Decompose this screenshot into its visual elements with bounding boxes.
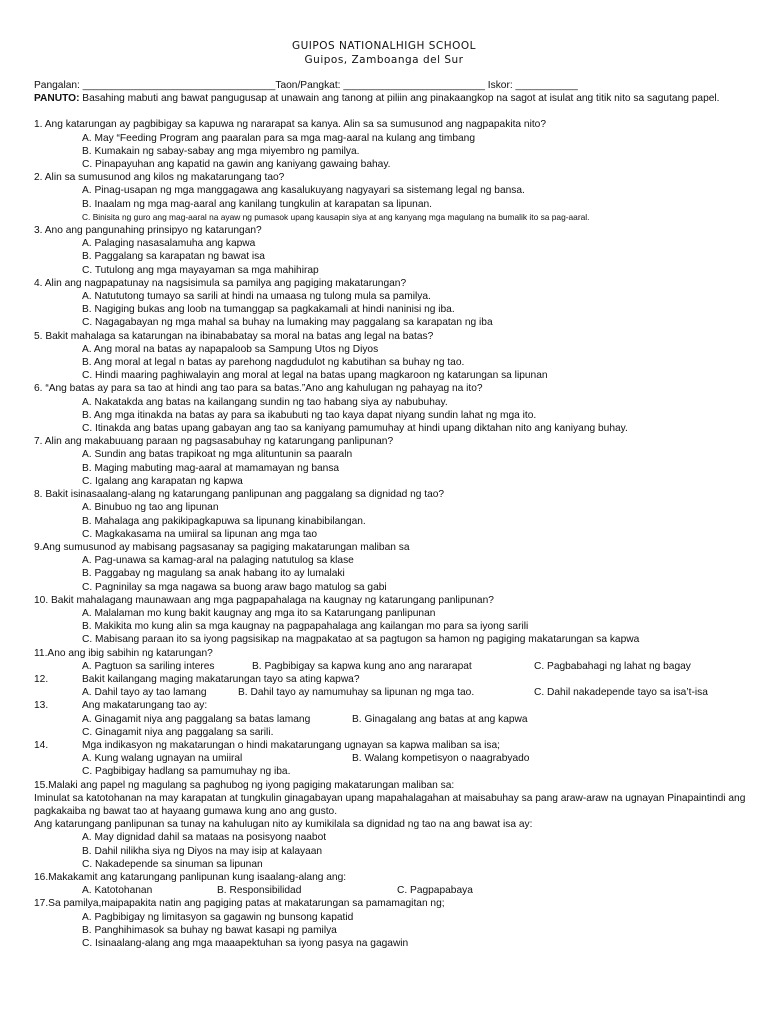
question-15-prompt: Ang katarungang panlipunan sa tunay na kahulugan nito ay kumikilala sa dignidad ng tao na ang bawat isa ay:	[34, 819, 533, 831]
option: A. Palaging nasasalamuha ang kapwa	[82, 238, 256, 250]
option: A. Binubuo ng tao ang lipunan	[82, 502, 219, 514]
question-11: 11.Ano ang ibig sabihin ng katarungan?	[34, 647, 213, 659]
option: B. Paggabay ng magulang sa anak habang ito ay lumalaki	[82, 568, 345, 580]
directions	[34, 92, 754, 105]
question-text: Bakit kailangang maging makatarungan tayo sa ating kapwa?	[82, 673, 360, 685]
option: B. Walang kompetisyon o naagrabyado	[352, 753, 530, 765]
option: B. Paggalang sa karapatan ng bawat isa	[82, 251, 265, 263]
question-text: Mga indikasyon ng makatarungan o hindi makatarungang ugnayan sa kapwa maliban sa isa;	[82, 739, 500, 751]
question-1: 1. Ang katarungan ay pagbibigay sa kapuwa ng nararapat sa kanya. Alin sa sa sumusunod ang nagpapakita nito?	[34, 119, 547, 131]
option: B. Ang moral at legal n batas ay parehong nagdudulot ng kabutihan sa buhay ng tao.	[82, 357, 465, 369]
option: A. Kung walang ugnayan na umiiral	[82, 753, 243, 765]
option: B. Responsibilidad	[217, 885, 302, 897]
option: A. Pag-unawa sa kamag-aral na palaging natutulog sa klase	[82, 555, 354, 567]
question-3: 3. Ano ang pangunahing prinsipyo ng katarungan?	[34, 225, 262, 237]
option: C. Hindi maaring paghiwalayin ang moral at legal na batas upang magkaroon ng katarungan sa lipunan	[82, 370, 548, 382]
option: B. Panghihimasok sa buhay ng bawat kasapi ng pamilya	[82, 924, 337, 936]
option: C. Itinakda ang batas upang gabayan ang tao sa kaniyang pamumuhay at hindi upang diktahan nito ang kaniyang buhay.	[82, 423, 628, 435]
option: A. Natututong tumayo sa sarili at hindi na umaasa ng tulong mula sa pamilya.	[82, 291, 431, 303]
question-7: 7. Alin ang makabuuang paraan ng pagsasabuhay ng katarungang panlipunan?	[34, 436, 394, 448]
question-13	[34, 699, 754, 712]
exam-body	[34, 79, 754, 950]
option: A. Nakatakda ang batas na kailangang sundin ng tao habang siya ay nabubuhay.	[82, 396, 448, 408]
option-row	[34, 713, 754, 726]
option: C. Pagbabahagi ng lahat ng bagay	[534, 660, 691, 672]
question-2: 2. Alin sa sumusunod ang kilos ng makatarungang tao?	[34, 172, 285, 184]
option-row	[34, 884, 754, 897]
option: C. Magkakasama na umiiral sa lipunan ang mga tao	[82, 528, 318, 540]
option: A. Sundin ang batas trapikoat ng mga alituntunin sa paaraln	[82, 449, 353, 461]
question-5: 5. Bakit mahalaga sa katarungan na ibinababatay sa moral na batas ang legal na batas?	[34, 330, 434, 342]
option: C. Tutulong ang mga mayayaman sa mga mahihirap	[82, 264, 319, 276]
question-9: 9.Ang sumusunod ay mabisang pagsasanay sa pagiging makatarungan maliban sa	[34, 541, 410, 553]
option: C. Igalang ang karapatan ng kapwa	[82, 475, 243, 487]
question-8: 8. Bakit isinasaalang-alang ng katarungang panlipunan ang paggalang sa dignidad ng tao?	[34, 489, 445, 501]
option: C. Nakadepende sa sinuman sa lipunan	[82, 858, 263, 870]
option: A. Pinag-usapan ng mga manggagawa ang kasalukuyang nagyayari sa sistemang legal ng bansa.	[82, 185, 525, 197]
question-12	[34, 673, 754, 686]
option-row	[34, 660, 754, 673]
option: A. Ang moral na batas ay napapaloob sa Sampung Utos ng Diyos	[82, 343, 379, 355]
question-number: 14.	[34, 739, 49, 751]
question-14	[34, 739, 754, 752]
option: B. Ang mga itinakda na batas ay para sa ikabubuti ng tao kaya dapat niyang sundin lahat ng mga ito.	[82, 409, 537, 421]
option: C. Nagagabayan ng mga mahal sa buhay na lumaking may paggalang sa karapatan ng iba	[82, 317, 493, 329]
option: A. Katotohanan	[82, 885, 153, 897]
option: C. Pagpapabaya	[397, 885, 473, 897]
question-number: 13.	[34, 700, 49, 712]
option: C. Isinaalang-alang ang mga maaapektuhan sa iyong pasya na gagawin	[82, 938, 409, 949]
option: A. Pagbibigay ng limitasyon sa gagawin ng bunsong kapatid	[82, 911, 354, 923]
option: B. Dahil tayo ay namumuhay sa lipunan ng mga tao.	[238, 687, 475, 699]
question-number: 12.	[34, 673, 49, 685]
option-row	[34, 686, 754, 699]
option: B. Inaalam ng mga mag-aaral ang kanilang tungkulin at karapatan sa lipunan.	[82, 198, 432, 210]
option: B. Mahalaga ang pakikipagkapuwa sa lipunang kinabibilangan.	[82, 515, 366, 527]
option: A. Ginagamit niya ang paggalang sa batas lamang	[82, 713, 311, 725]
student-info-line: Pangalan: __________________________________Taon/Pangkat: _________________________ Iskor: ___________	[34, 80, 578, 91]
option: C. Mabisang paraan ito sa iyong pagsisikap na magpakatao at sa pagtugon sa hamon ng pagiging makatarungan sa kapwa	[82, 634, 640, 646]
option-row	[34, 752, 754, 765]
option: C. Pagbibigay hadlang sa pamumuhay ng iba.	[82, 766, 291, 778]
question-10: 10. Bakit mahalagang maunawaan ang mga pagpapahalaga na kaugnay ng katarungang panlipunan?	[34, 594, 494, 606]
option: C. Ginagamit niya ang paggalang sa sarili.	[82, 726, 274, 738]
option: B. Nagiging bukas ang loob na tumanggap sa pagkakamali at hindi naninisi ng iba.	[82, 304, 455, 316]
option: C. Dahil nakadepende tayo sa isa’t-isa	[534, 687, 708, 699]
option: B. Makikita mo kung alin sa mga kaugnay na pagpapahalaga ang kailangan mo para sa iyong sarili	[82, 621, 529, 633]
option: C. Binisita ng guro ang mag-aaral na ayaw ng pumasok upang kausapin siya at ang kanyang mga magulang na bumalik ito sa pag-aaral.	[82, 211, 590, 222]
option: B. Ginagalang ang batas at ang kapwa	[352, 713, 528, 725]
question-15-passage: Iminulat sa katotohanan na may karapatan at tungkulin ginagabayan upang mapahalagahan at maisabuhay sa pang araw-araw na ugnayan Pinapaintindi ang pagkakaiba ng bawat tao at hayaang gumawa kung ano ang gusto.	[34, 792, 746, 817]
option: B. Dahil nilikha siya ng Diyos na may isip at kalayaan	[82, 845, 323, 857]
question-16: 16.Makakamit ang katarungang panlipunan kung isaalang-alang ang:	[34, 871, 347, 883]
option: C. Pagninilay sa mga nagawa sa buong araw bago matulog sa gabi	[82, 581, 387, 593]
option: A. May “Feeding Program ang paaralan para sa mga mag-aaral na kulang ang timbang	[82, 132, 476, 144]
directions-label: PANUTO:	[34, 93, 80, 105]
question-4: 4. Alin ang nagpapatunay na nagsisimula sa pamilya ang pagiging makatarungan?	[34, 277, 407, 289]
option: B. Pagbibigay sa kapwa kung ano ang nararapat	[252, 660, 472, 672]
school-name: GUIPOS NATIONALHIGH SCHOOL	[291, 40, 477, 52]
option: B. Kumakain ng sabay-sabay ang mga miyembro ng pamilya.	[82, 145, 360, 157]
option: A. May dignidad dahil sa mataas na posisyong naabot	[82, 832, 327, 844]
question-text: Ang makatarungang tao ay:	[82, 700, 208, 712]
question-15: 15.Malaki ang papel ng magulang sa paghubog ng iyong pagiging makatarungan maliban sa:	[34, 779, 455, 791]
option: B. Maging mabuting mag-aaral at mamamayan ng bansa	[82, 462, 340, 474]
question-17: 17.Sa pamilya,maipapakita natin ang pagiging patas at makatarungan sa pamamagitan ng;	[34, 898, 445, 910]
question-6: 6. “Ang batas ay para sa tao at hindi ang tao para sa batas.”Ano ang kahulugan ng pahayag na ito?	[34, 383, 483, 395]
option: A. Pagtuon sa sariling interes	[82, 660, 215, 672]
directions-text: Basahing mabuti ang bawat pangugusap at unawain ang tanong at piliin ang pinakaangkop na sagot at isulat ang titik nito sa sagutang papel.	[79, 93, 720, 105]
option: A. Dahil tayo ay tao lamang	[82, 687, 207, 699]
option: A. Malalaman mo kung bakit kaugnay ang mga ito sa Katarungang panlipunan	[82, 607, 436, 619]
option: C. Pinapayuhan ang kapatid na gawin ang kaniyang gawaing bahay.	[82, 159, 391, 171]
school-location: Guipos, Zamboanga del Sur	[304, 54, 464, 66]
